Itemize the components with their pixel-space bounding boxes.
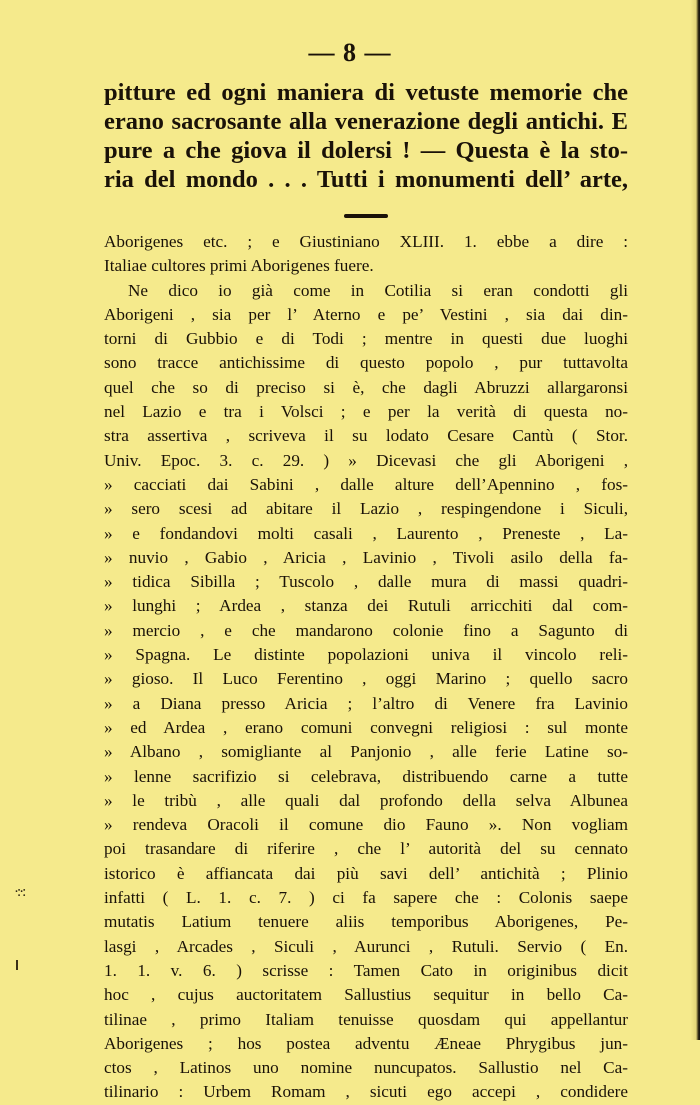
main-text-line: ria del mondo . . . Tutti i monumenti dell’ arte,: [104, 166, 628, 193]
footnote-line: Italiae cultores primi Aborigenes fuere.: [104, 256, 374, 276]
margin-tick: [16, 960, 18, 970]
footnote-line: Ne dico io già come in Cotilia si eran condotti gli: [128, 280, 628, 300]
main-text: [104, 78, 628, 194]
margin-mark: ·:·:: [14, 884, 25, 900]
footnote-line: quel che so di preciso si è, che dagli Abruzzi allargaronsi: [104, 377, 628, 397]
footnote-divider: [344, 214, 388, 218]
footnote-line: poi trasandare di riferire , che l’ autorità del su cennato: [104, 839, 628, 859]
footnote-line: torni di Gubbio e di Todi ; mentre in questi due luoghi: [104, 329, 628, 349]
main-text-line: pitture ed ogni maniera di vetuste memorie che: [104, 79, 628, 106]
footnote-line: » Albano , somigliante al Panjonio , alle ferie Latine so-: [104, 742, 628, 762]
footnote-line: tilinae , primo Italiam tenuisse quosdam qui appellantur: [104, 1009, 628, 1029]
footnote-line: Univ. Epoc. 3. c. 29. ) » Dicevasi che gli Aborigeni ,: [104, 450, 628, 470]
footnote-line: hoc , cujus auctoritatem Sallustius sequitur in bello Ca-: [104, 985, 628, 1005]
main-text-line: pure a che giova il dolersi ! — Questa è la sto-: [104, 137, 628, 164]
footnote-line: tilinario : Urbem Romam , sicuti ego accepi , condidere: [104, 1082, 628, 1102]
footnote-line: » mercio , e che mandarono colonie fino a Sagunto di: [104, 620, 628, 640]
footnote-line: lasgi , Arcades , Siculi , Aurunci , Rutuli. Servio ( En.: [104, 936, 628, 956]
footnote-line: stra assertiva , scriveva il su lodato Cesare Cantù ( Stor.: [104, 426, 628, 446]
footnote: [104, 230, 628, 1105]
footnote-line: Aborigenes etc. ; e Giustiniano XLIII. 1. ebbe a dire :: [104, 232, 628, 251]
footnote-line: 1. 1. v. 6. ) scrisse : Tamen Cato in originibus dicit: [104, 960, 628, 980]
main-text-line: erano sacrosante alla venerazione degli antichi. E: [104, 108, 628, 135]
footnote-line: » cacciati dai Sabini , dalle alture dell’Apennino , fos-: [104, 474, 628, 494]
footnote-line: mutatis Latium tenuere aliis temporibus Aborigenes, Pe-: [104, 912, 628, 932]
footnote-line: sono tracce antichissime di questo popolo , pur tuttavolta: [104, 353, 628, 373]
page-edge: [690, 0, 700, 1040]
footnote-line: » ed Ardea , erano comuni convegni religiosi : sul monte: [104, 717, 628, 737]
footnote-line: Aborigeni , sia per l’ Aterno e pe’ Vestini , sia dai din-: [104, 304, 628, 324]
footnote-line: » tidica Sibilla ; Tuscolo , dalle mura di massi quadri-: [104, 572, 628, 592]
footnote-line: » lunghi ; Ardea , stanza dei Rutuli arricchiti dal com-: [104, 596, 628, 616]
footnote-line: » e fondandovi molti casali , Laurento , Preneste , La-: [104, 523, 628, 543]
footnote-line: ctos , Latinos uno nomine nuncupatos. Sallustio nel Ca-: [104, 1058, 628, 1078]
footnote-line: » gioso. Il Luco Ferentino , oggi Marino ; quello sacro: [104, 669, 628, 689]
footnote-line: nel Lazio e tra i Volsci ; e per la verità di questa no-: [104, 402, 628, 422]
footnote-line: » sero scesi ad abitare il Lazio , respingendone i Siculi,: [104, 499, 628, 519]
footnote-line: » le tribù , alle quali dal profondo della selva Albunea: [104, 790, 628, 810]
footnote-line: istorico è affiancata dai più savi dell’ antichità ; Plinio: [104, 863, 628, 883]
footnote-line: » nuvio , Gabio , Aricia , Lavinio , Tivoli asilo della fa-: [104, 547, 628, 567]
footnote-line: » rendeva Oracoli il comune dio Fauno ». Non vogliam: [104, 815, 628, 835]
footnote-line: » Spagna. Le distinte popolazioni univa il vincolo reli-: [104, 645, 628, 665]
footnote-line: » lenne sacrifizio si celebrava, distribuendo carne a tutte: [104, 766, 628, 786]
footnote-line: Aborigenes ; hos postea adventu Æneae Phrygibus jun-: [104, 1033, 628, 1053]
footnote-line: infatti ( L. 1. c. 7. ) ci fa sapere che : Colonis saepe: [104, 888, 628, 908]
footnote-line: » a Diana presso Aricia ; l’altro di Venere fra Lavinio: [104, 693, 628, 713]
page-number: — 8 —: [308, 38, 392, 67]
